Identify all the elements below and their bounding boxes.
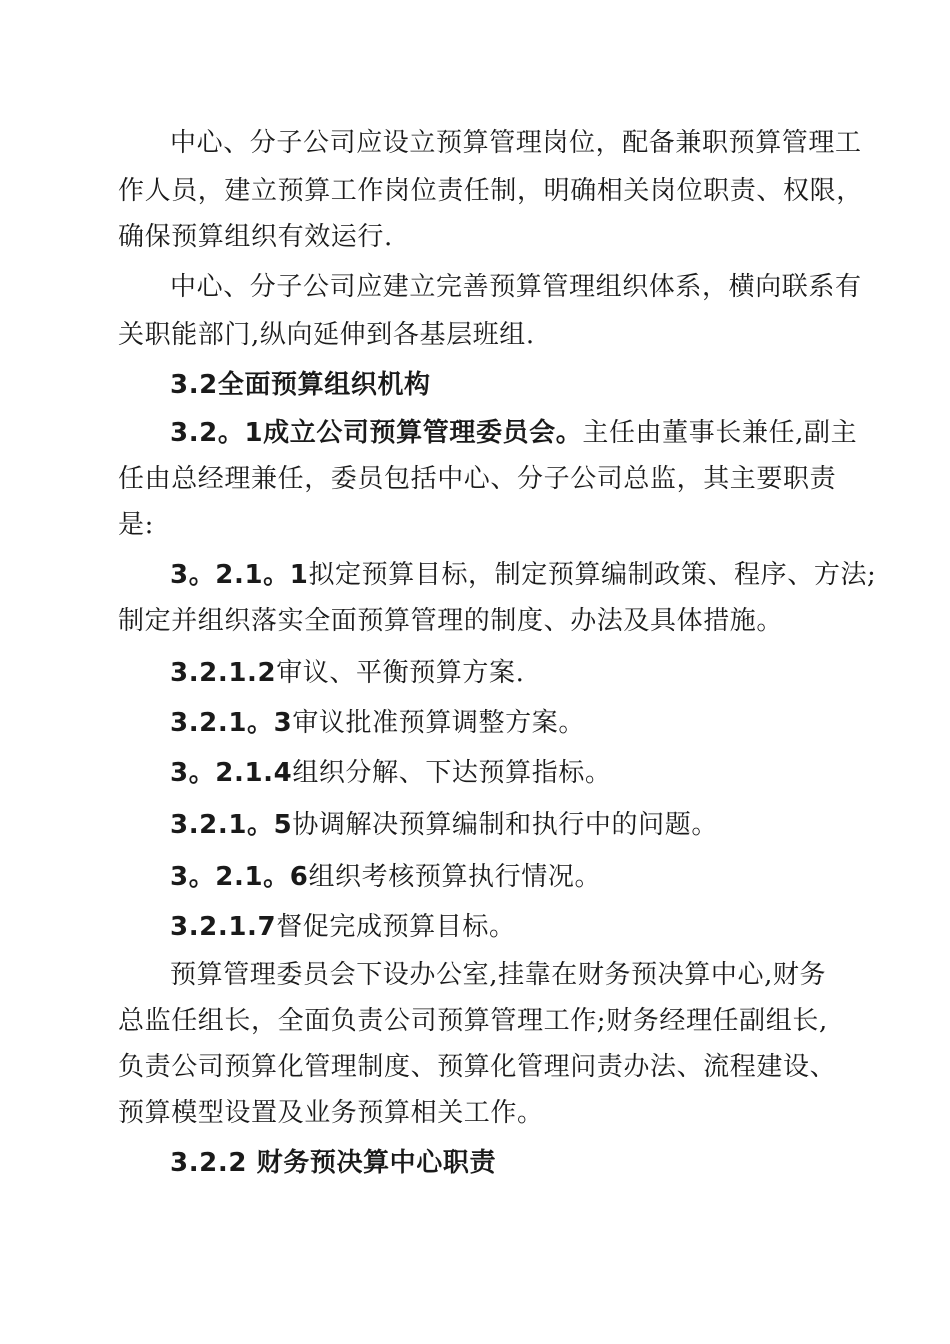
subsection-heading: 3.2。1成立公司预算管理委员会。 xyxy=(170,418,583,448)
item-number: 3.2.1.2 xyxy=(170,658,277,688)
item-number: 3.2.1.7 xyxy=(170,912,277,942)
paragraph-line: 制定并组织落实全面预算管理的制度、办法及具体措施。 xyxy=(118,606,784,636)
item-text: 拟定预算目标，制定预算编制政策、程序、方法; xyxy=(308,560,877,590)
list-item xyxy=(170,808,838,842)
list-item xyxy=(170,558,877,592)
list-item xyxy=(170,656,838,690)
paragraph-line: 作人员，建立预算工作岗位责任制，明确相关岗位职责、权限， xyxy=(118,176,863,206)
list-item xyxy=(170,860,838,894)
list-item xyxy=(170,756,838,790)
paragraph-line: 中心、分子公司应建立完善预算管理组织体系，横向联系有 xyxy=(170,272,862,302)
section-heading: 3.2全面预算组织机构 xyxy=(170,370,431,400)
item-text: 审议批准预算调整方案。 xyxy=(292,708,585,738)
item-text: 组织分解、下达预算指标。 xyxy=(292,758,612,788)
item-number: 3。2.1。6 xyxy=(170,862,309,892)
item-number: 3.2.1。5 xyxy=(170,810,293,840)
list-item xyxy=(170,706,838,740)
paragraph-line: 是: xyxy=(118,510,154,540)
item-text: 组织考核预算执行情况。 xyxy=(308,862,602,892)
paragraph-line: 负责公司预算化管理制度、预算化管理问责办法、流程建设、 xyxy=(118,1052,837,1082)
item-number: 3.2.1。3 xyxy=(170,708,293,738)
paragraph-line: 确保预算组织有效运行. xyxy=(118,222,393,252)
paragraph-line: 任由总经理兼任，委员包括中心、分子公司总监，其主要职责 xyxy=(118,464,837,494)
paragraph-line: 预算管理委员会下设办公室,挂靠在财务预决算中心,财务 xyxy=(170,960,827,990)
item-text: 协调解决预算编制和执行中的问题。 xyxy=(292,810,718,840)
paragraph-line: 中心、分子公司应设立预算管理岗位，配备兼职预算管理工 xyxy=(170,128,862,158)
list-item xyxy=(170,910,838,944)
subsection-heading: 3.2.2 财务预决算中心职责 xyxy=(170,1148,497,1178)
paragraph-line: 预算模型设置及业务预算相关工作。 xyxy=(118,1098,544,1128)
item-text: 审议、平衡预算方案. xyxy=(276,658,525,688)
item-number: 3。2.1。1 xyxy=(170,560,309,590)
paragraph-line: 关职能部门,纵向延伸到各基层班组. xyxy=(118,320,535,350)
paragraph-line xyxy=(170,416,858,450)
item-text: 督促完成预算目标。 xyxy=(276,912,516,942)
paragraph-line: 总监任组长，全面负责公司预算管理工作;财务经理任副组长, xyxy=(118,1006,828,1036)
paragraph-text: 主任由董事长兼任,副主 xyxy=(582,418,858,448)
item-number: 3。2.1.4 xyxy=(170,758,293,788)
